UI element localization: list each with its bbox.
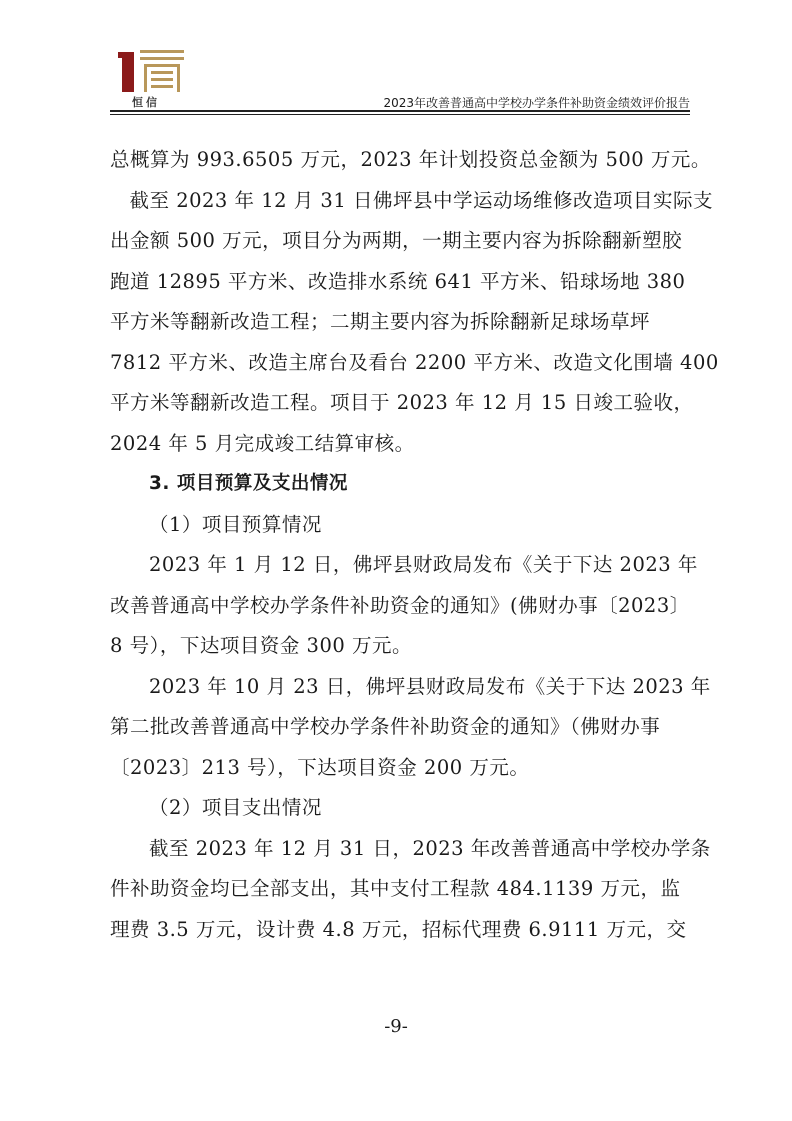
subsection-heading-budget: （1）项目预算情况 — [149, 512, 322, 536]
paragraph-budget-first — [110, 545, 698, 667]
paragraph-budget-second — [110, 667, 711, 789]
text-line: 理费 3.5 万元，设计费 4.8 万元，招标代理费 6.9111 万元，交 — [110, 917, 687, 941]
paragraph-project-scope — [110, 181, 719, 465]
text-line: 总概算为 993.6505 万元，2023 年计划投资总金额为 500 万元。 — [110, 148, 711, 171]
text-line: 〔2023〕213 号），下达项目资金 200 万元。 — [110, 755, 530, 779]
text-line: 件补助资金均已全部支出，其中支付工程款 484.1139 万元，监 — [110, 877, 681, 900]
text-line: 2023 年 1 月 12 日，佛坪县财政局发布《关于下达 2023 年 — [149, 553, 698, 576]
text-line: 改善普通高中学校办学条件补助资金的通知》(佛财办事〔2023〕 — [110, 593, 690, 617]
header-rule-thin — [110, 114, 690, 115]
text-line: 截至 2023 年 12 月 31 日，2023 年改善普通高中学校办学条 — [149, 836, 711, 860]
text-line: 2024 年 5 月完成竣工结算审核。 — [110, 431, 415, 455]
text-line: 8 号），下达项目资金 300 万元。 — [110, 634, 412, 657]
page-number: -9- — [384, 1016, 408, 1037]
page-header — [110, 44, 690, 116]
logo-text: 恒信 — [132, 96, 160, 109]
section-heading: 3. 项目预算及支出情况 — [149, 473, 348, 494]
text-line: 2023 年 10 月 23 日，佛坪县财政局发布《关于下达 2023 年 — [149, 674, 711, 698]
text-line: 平方米等翻新改造工程；二期主要内容为拆除翻新足球场草坪 — [110, 310, 651, 333]
paragraph-budget-total — [110, 140, 711, 181]
subsection-heading-expenditure: （2）项目支出情况 — [149, 796, 322, 819]
header-rule — [110, 110, 690, 112]
report-title: 2023年改善普通高中学校办学条件补助资金绩效评价报告 — [383, 96, 690, 110]
text-line: 7812 平方米、改造主席台及看台 2200 平方米、改造文化围墙 400 — [110, 350, 719, 374]
company-logo — [118, 44, 188, 96]
paragraph-expenditure — [110, 829, 711, 951]
text-line: 出金额 500 万元，项目分为两期，一期主要内容为拆除翻新塑胶 — [110, 229, 683, 252]
text-line: 平方米等翻新改造工程。项目于 2023 年 12 月 15 日竣工验收， — [110, 391, 694, 414]
document-body — [110, 140, 719, 950]
text-line: 第二批改善普通高中学校办学条件补助资金的通知》（佛财办事 — [110, 715, 661, 738]
text-line: 跑道 12895 平方米、改造排水系统 641 平方米、铅球场地 380 — [110, 269, 686, 293]
text-line: 截至 2023 年 12 月 31 日佛坪县中学运动场维修改造项目实际支 — [129, 188, 713, 212]
